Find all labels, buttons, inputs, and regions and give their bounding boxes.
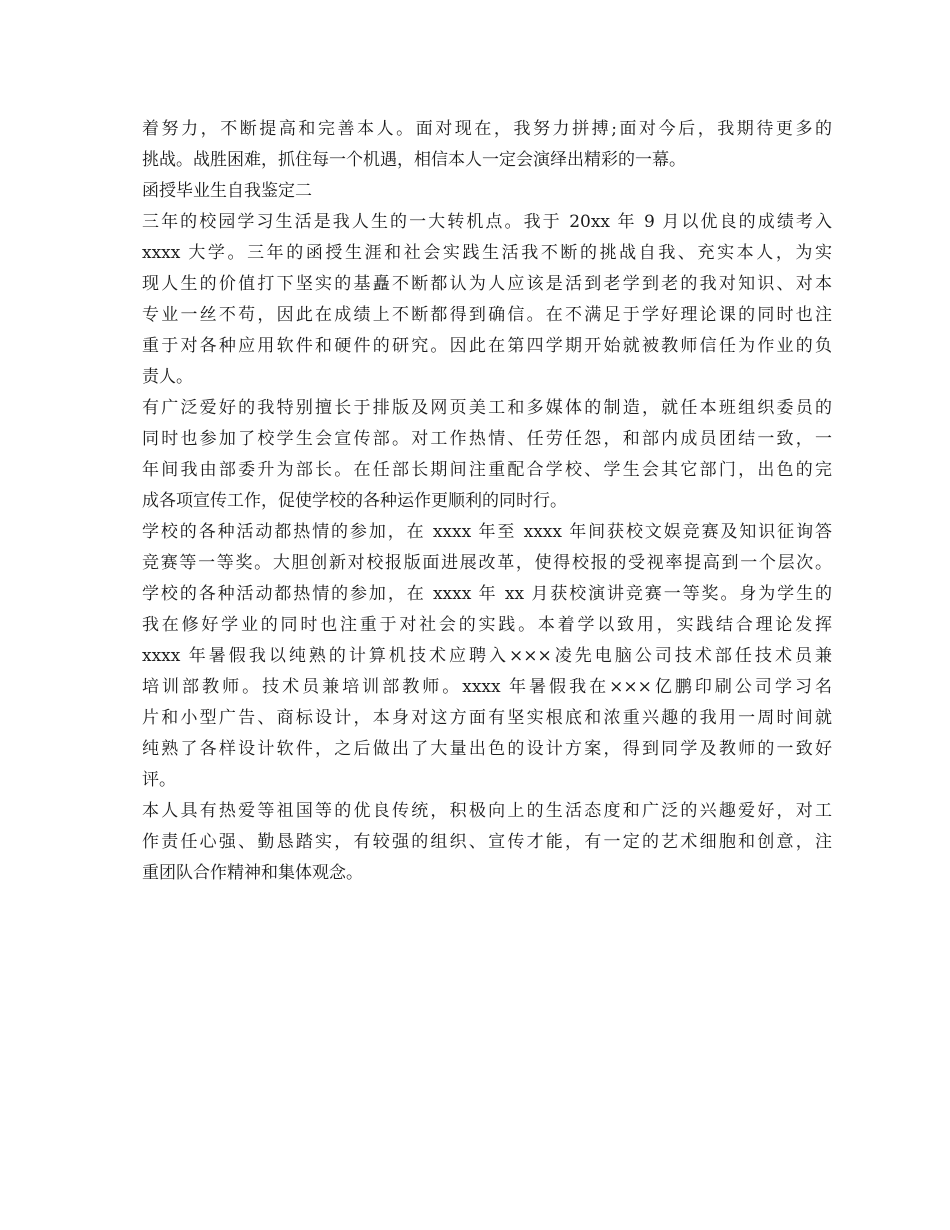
text-line: 纯熟了各样设计软件，之后做出了大量出色的设计方案，得到同学及教师的一致好 [142,739,832,759]
text-line: 作责任心强、勤恳踏实，有较强的组织、宣传才能，有一定的艺术细胞和创意，注 [142,832,832,852]
text-line: xxxx 大学。三年的函授生涯和社会实践生活我不断的挑战自我、充实本人，为实 [142,243,832,263]
text-line: 函授毕业生自我鉴定二 [142,181,312,201]
text-line: 学校的各种活动都热情的参加，在 xxxx 年 xx 月获校演讲竞赛一等奖。身为学生的 [142,584,832,604]
text-line: 有广泛爱好的我特别擅长于排版及网页美工和多媒体的制造，就任本班组织委员的 [142,398,832,418]
text-line: 我在修好学业的同时也注重于对社会的实践。本着学以致用，实践结合理论发挥 [142,615,832,635]
text-line: 着努力，不断提高和完善本人。面对现在，我努力拼搏;面对今后，我期待更多的 [142,119,832,139]
text-line: 竞赛等一等奖。大胆创新对校报版面进展改革，使得校报的受视率提高到一个层次。 [142,553,832,573]
text-line: 重团队合作精神和集体观念。 [142,863,363,883]
text-line: 三年的校园学习生活是我人生的一大转机点。我于 20xx 年 9 月以优良的成绩考入 [142,212,832,232]
text-line: 成各项宣传工作，促使学校的各种运作更顺利的同时行。 [142,491,567,511]
text-line: 评。 [142,770,176,790]
text-line: 年间我由部委升为部长。在任部长期间注重配合学校、学生会其它部门，出色的完 [142,460,832,480]
text-line: 专业一丝不苟，因此在成绩上不断都得到确信。在不满足于学好理论课的同时也注 [142,305,832,325]
text-line: 本人具有热爱等祖国等的优良传统，积极向上的生活态度和广泛的兴趣爱好，对工 [142,801,832,821]
text-line: 学校的各种活动都热情的参加，在 xxxx 年至 xxxx 年间获校文娱竞赛及知识征询答 [142,522,832,542]
text-line: 现人生的价值打下坚实的基矗不断都认为人应该是活到老学到老的我对知识、对本 [142,274,832,294]
text-line: 挑战。战胜困难，抓住每一个机遇，相信本人一定会演绎出精彩的一幕。 [142,150,686,170]
document-body [142,114,832,889]
text-line: 责人。 [142,367,193,387]
text-line: 培训部教师。技术员兼培训部教师。xxxx 年暑假我在×××亿鹏印刷公司学习名 [142,677,832,697]
text-line: xxxx 年暑假我以纯熟的计算机技术应聘入×××凌先电脑公司技术部任技术员兼 [142,646,832,666]
text-line: 同时也参加了校学生会宣传部。对工作热情、任劳任怨，和部内成员团结一致，一 [142,429,832,449]
text-line: 重于对各种应用软件和硬件的研究。因此在第四学期开始就被教师信任为作业的负 [142,336,832,356]
text-line: 片和小型广告、商标设计，本身对这方面有坚实根底和浓重兴趣的我用一周时间就 [142,708,832,728]
